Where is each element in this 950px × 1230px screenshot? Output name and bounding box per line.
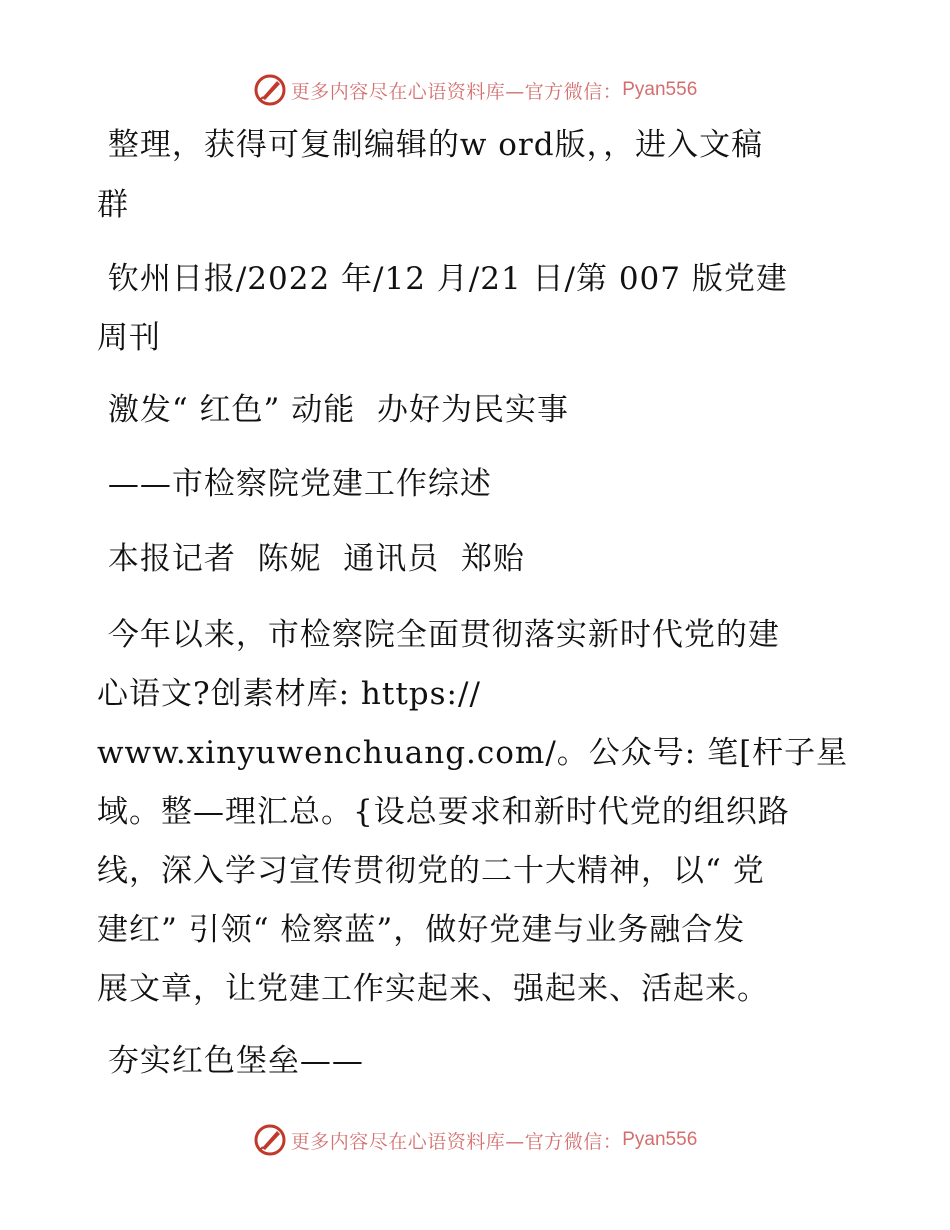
text-line-8: 今年以来，市检察院全面贯彻落实新时代党的建 [97,617,780,653]
banner-wechat-id: Pyan556 [622,79,698,100]
banner-wechat-id: Pyan556 [622,1129,698,1150]
section-heading: 夯实红色堡垒—— [97,1043,364,1079]
text-line-10: www.xinyuwenchuang.com/。公众号: 笔[杆子星 [97,735,849,771]
banner-text: 更多内容尽在心语资料库—官方微信： [290,80,623,103]
article-byline: 本报记者 陈妮 通讯员 郑贻 [97,541,525,577]
quill-circle-icon [253,1123,287,1157]
text-line-1: 整理，获得可复制编辑的w ord版，，进入文稿 [97,127,764,163]
header-watermark-banner [0,70,950,110]
quill-circle-icon [253,73,287,107]
article-title: 激发“ 红色” 动能 办好为民实事 [97,392,569,428]
text-line-12: 线，深入学习宣传贯彻党的二十大精神，以“ 党 [97,853,765,889]
text-line-13: 建红” 引领“ 检察蓝”，做好党建与业务融合发 [97,912,746,948]
text-line-3: 钦州日报/2022 年/12 月/21 日/第 007 版党建 [97,261,788,297]
banner-text: 更多内容尽在心语资料库—官方微信： [290,1130,623,1153]
text-line-9: 心语文?创素材库: https:// [97,676,481,712]
text-line-14: 展文章，让党建工作实起来、强起来、活起来。 [97,971,769,1007]
article-subtitle: ——市检察院党建工作综述 [97,466,492,502]
footer-watermark-banner [0,1120,950,1160]
text-line-11: 域。整—理汇总。{设总要求和新时代党的组织路 [97,794,790,830]
text-line-4: 周刊 [97,320,161,356]
text-line-2: 群 [97,187,129,223]
